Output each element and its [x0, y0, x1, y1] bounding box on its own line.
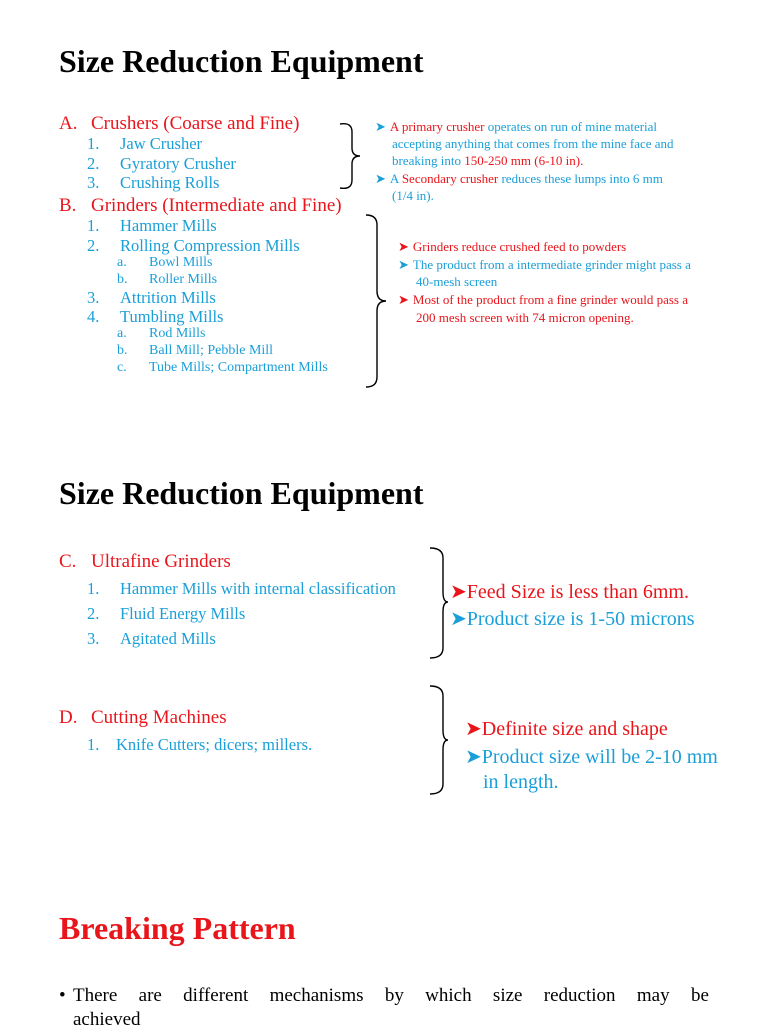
bullet-word: There: [73, 985, 118, 1006]
section-d-text: Cutting Machines: [91, 707, 227, 728]
note-a-line-4: ➤ A Secondary crusher reduces these lumps into 6 mm: [375, 171, 663, 186]
bullet-line-2: achieved: [73, 1009, 141, 1030]
section-d-heading: [59, 707, 227, 729]
arrow-bullet-icon: ➤: [398, 239, 409, 254]
note-a-line-3: breaking into 150-250 mm (6-10 in).: [392, 153, 584, 168]
bullet-word: be: [690, 985, 709, 1006]
section-a-text: Crushers (Coarse and Fine): [91, 113, 300, 134]
note-b-line-4: ➤ Most of the product from a fine grinder would pass a: [398, 292, 689, 307]
arrow-bullet-icon: ➤: [465, 746, 482, 768]
list-item: 3. Attrition Mills: [87, 288, 216, 307]
section-c-text: Ultrafine Grinders: [91, 551, 231, 572]
sub-list-item: b. Roller Mills: [117, 272, 218, 287]
arrow-bullet-icon: ➤: [375, 171, 386, 186]
arrow-bullet-icon: ➤: [375, 119, 386, 134]
sub-list-item: a. Bowl Mills: [117, 255, 213, 270]
note-d-line-1: ➤Definite size and shape: [465, 718, 668, 740]
arrow-bullet-icon: ➤: [465, 718, 482, 740]
note-d-line-3: in length.: [483, 771, 559, 793]
list-item: 3. Crushing Rolls: [87, 173, 220, 192]
bullet-word: are: [138, 985, 162, 1006]
note-a-line-1: ➤ A primary crusher operates on run of mine material: [375, 119, 658, 134]
section-c-heading: [59, 551, 231, 573]
sub-list-item: a. Rod Mills: [117, 326, 206, 341]
brace-b-icon: [362, 211, 392, 393]
bullet-word: mechanisms: [269, 985, 364, 1006]
arrow-bullet-icon: ➤: [398, 292, 409, 307]
section-d-label: D.: [59, 707, 78, 728]
slide1-title: Size Reduction Equipment: [59, 43, 424, 79]
section-a-label: A.: [59, 113, 78, 134]
list-item: 1. Jaw Crusher: [87, 134, 203, 153]
note-c-line-2: ➤Product size is 1-50 microns: [450, 608, 695, 630]
section-b-label: B.: [59, 195, 77, 216]
note-c-line-1: ➤Feed Size is less than 6mm.: [450, 581, 689, 603]
bullet-word: size: [492, 985, 523, 1006]
sub-list-item: c. Tube Mills; Compartment Mills: [117, 360, 328, 375]
note-d-line-2: ➤Product size will be 2-10 mm: [465, 746, 718, 768]
note-b-line-3: 40-mesh screen: [416, 274, 498, 289]
list-item: 2. Gyratory Crusher: [87, 154, 236, 173]
note-b-line-2: ➤ The product from a intermediate grinder might pass a: [398, 257, 691, 272]
slide2-title: Size Reduction Equipment: [59, 475, 424, 511]
list-item: 1. Hammer Mills: [87, 216, 217, 235]
bullet-word: may: [636, 985, 670, 1006]
arrow-bullet-icon: ➤: [450, 608, 467, 630]
arrow-bullet-icon: ➤: [398, 257, 409, 272]
note-a-line-2: accepting anything that comes from the mine face and: [392, 136, 674, 151]
section-a-heading: [59, 113, 300, 135]
note-b-line-1: ➤ Grinders reduce crushed feed to powders: [398, 239, 627, 254]
bullet-word: different: [183, 985, 249, 1006]
section-b-text: Grinders (Intermediate and Fine): [91, 195, 342, 216]
list-item: 2. Rolling Compression Mills: [87, 236, 300, 255]
brace-a-icon: [336, 118, 376, 194]
bullet-word: reduction: [543, 985, 616, 1006]
sub-list-item: b. Ball Mill; Pebble Mill: [117, 343, 274, 358]
arrow-bullet-icon: ➤: [450, 581, 467, 603]
bullet-line-1: [73, 985, 709, 1007]
list-item: 1. Knife Cutters; dicers; millers.: [87, 735, 313, 754]
list-item: 3. Agitated Mills: [87, 629, 216, 648]
list-item: 1. Hammer Mills with internal classification: [87, 579, 396, 598]
list-item: 2. Fluid Energy Mills: [87, 604, 246, 623]
slide3-title: Breaking Pattern: [59, 910, 296, 946]
list-item: 4. Tumbling Mills: [87, 307, 224, 326]
section-c-label: C.: [59, 551, 77, 572]
note-b-line-5: 200 mesh screen with 74 micron opening.: [416, 310, 634, 325]
brace-c-icon: [426, 544, 452, 662]
brace-d-icon: [426, 682, 452, 798]
bullet-word: which: [425, 985, 472, 1006]
section-b-heading: [59, 195, 342, 217]
bullet-icon: •: [59, 985, 66, 1006]
bullet-word: by: [384, 985, 404, 1006]
note-a-line-5: (1/4 in).: [392, 188, 434, 203]
